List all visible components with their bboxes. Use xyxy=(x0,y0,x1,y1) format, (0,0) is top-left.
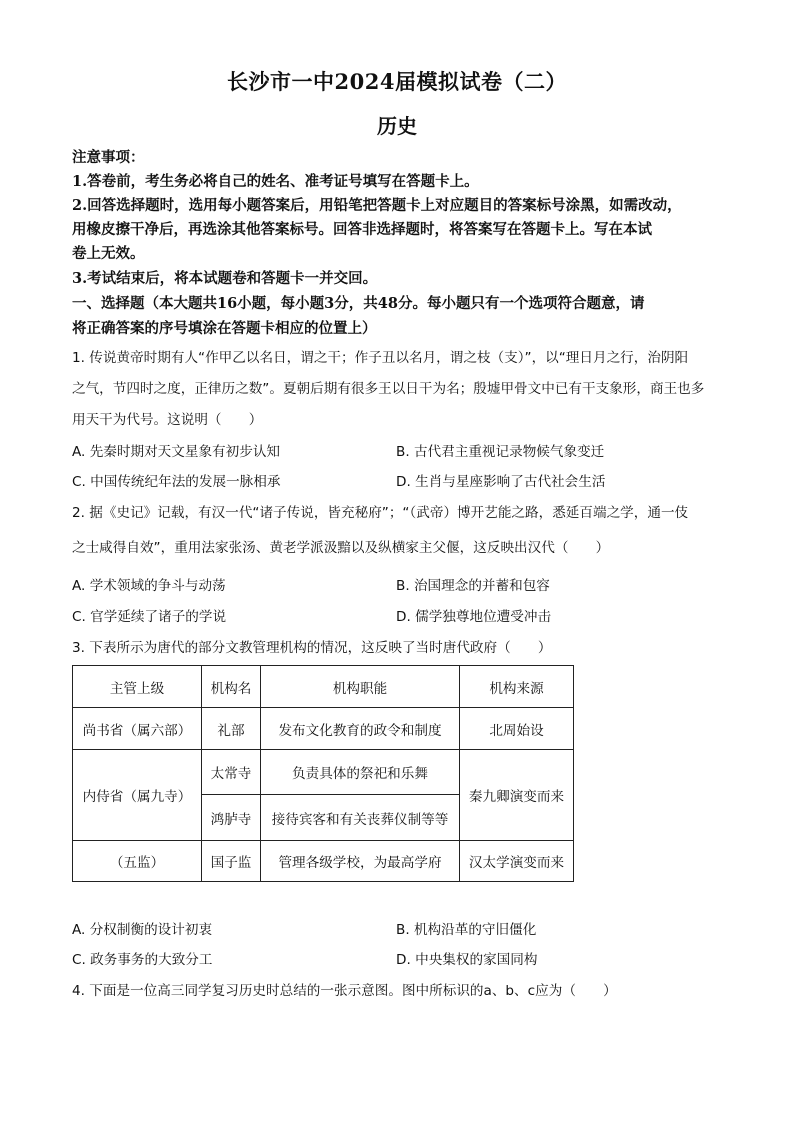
q3-option-a: A. 分权制衡的设计初衷 xyxy=(72,922,213,938)
notice-item-2-line-2: 用橡皮擦干净后，再选涂其他答案标号。回答非选择题时，将答案写在答题卡上。写在本试 xyxy=(72,221,652,238)
table-cell: 接待宾客和有关丧葬仪制等等 xyxy=(261,795,460,841)
section-heading-line-2: 将正确答案的序号填涂在答题卡相应的位置上） xyxy=(72,320,377,337)
notice-heading: 注意事项： xyxy=(72,149,145,166)
notice-item-2-line-3: 卷上无效。 xyxy=(72,245,145,262)
table-row xyxy=(73,841,574,882)
table-cell: 负责具体的祭祀和乐舞 xyxy=(261,750,460,795)
table-header-cell: 机构职能 xyxy=(261,666,460,708)
table-header-row xyxy=(73,666,574,708)
table-header-cell: 机构来源 xyxy=(460,666,574,708)
table-cell: 内侍省（属九寺） xyxy=(73,750,202,841)
q1-option-c: C. 中国传统纪年法的发展一脉相承 xyxy=(72,474,281,490)
q2-stem-line-1: 2. 据《史记》记载，有汉一代“诸子传说，皆充秘府”；“（武帝）博开艺能之路，悉延百端之学，通一伎 xyxy=(72,505,689,521)
q3-option-d: D. 中央集权的家国同构 xyxy=(396,952,538,968)
q1-stem-line-2: 之气，节四时之度，正律历之数”。夏朝后期有很多王以日干为名；殷墟甲骨文中已有干支象形，商王也多 xyxy=(72,381,705,397)
q1-option-a: A. 先秦时期对天文星象有初步认知 xyxy=(72,444,281,460)
section-heading-line-1: 一、选择题（本大题共16小题，每小题3分，共48分。每小题只有一个选项符合题意，请 xyxy=(72,295,645,312)
table-header-cell: 主管上级 xyxy=(73,666,202,708)
q3-agency-table xyxy=(72,665,574,882)
q2-option-a: A. 学术领域的争斗与动荡 xyxy=(72,578,226,594)
q4-stem-line-1: 4. 下面是一位高三同学复习历史时总结的一张示意图。图中所标识的a、b、c应为（ ） xyxy=(72,983,617,999)
table-cell: 国子监 xyxy=(202,841,261,882)
exam-subject: 历史 xyxy=(377,114,417,138)
table-cell: 尚书省（属六部） xyxy=(73,708,202,750)
notice-item-1: 1.答卷前，考生务必将自己的姓名、准考证号填写在答题卡上。 xyxy=(72,173,479,190)
notice-item-2-line-1: 2.回答选择题时，选用每小题答案后，用铅笔把答题卡上对应题目的答案标号涂黑，如需改动， xyxy=(72,197,682,214)
q3-option-b: B. 机构沿革的守旧僵化 xyxy=(396,922,537,938)
q3-stem-line-1: 3. 下表所示为唐代的部分文教管理机构的情况，这反映了当时唐代政府（ ） xyxy=(72,640,552,656)
table-cell: 鸿胪寺 xyxy=(202,795,261,841)
q2-option-c: C. 官学延续了诸子的学说 xyxy=(72,609,227,625)
table-cell: 发布文化教育的政令和制度 xyxy=(261,708,460,750)
q1-option-d: D. 生肖与星座影响了古代社会生活 xyxy=(396,474,606,490)
q1-stem-line-1: 1. 传说黄帝时期有人“作甲乙以名日，谓之干；作子丑以名月，谓之枝（支）”，以“理日月之行，治阴阳 xyxy=(72,350,689,366)
table-cell: 秦九卿演变而来 xyxy=(460,750,574,841)
table-cell: 太常寺 xyxy=(202,750,261,795)
q3-option-c: C. 政务事务的大致分工 xyxy=(72,952,213,968)
notice-item-3: 3.考试结束后，将本试题卷和答题卡一并交回。 xyxy=(72,270,378,287)
table-row xyxy=(73,708,574,750)
q1-option-b: B. 古代君主重视记录物候气象变迁 xyxy=(396,444,605,460)
table-header-cell: 机构名 xyxy=(202,666,261,708)
table-cell: （五监） xyxy=(73,841,202,882)
exam-title: 长沙市一中2024届模拟试卷（二） xyxy=(227,69,567,94)
q2-option-d: D. 儒学独尊地位遭受冲击 xyxy=(396,609,552,625)
q1-stem-line-3: 用天干为代号。这说明（ ） xyxy=(72,412,263,428)
table-row xyxy=(73,750,574,795)
table-cell: 礼部 xyxy=(202,708,261,750)
table-cell: 管理各级学校，为最高学府 xyxy=(261,841,460,882)
table-cell: 北周始设 xyxy=(460,708,574,750)
table-cell: 汉太学演变而来 xyxy=(460,841,574,882)
q2-option-b: B. 治国理念的并蓄和包容 xyxy=(396,578,550,594)
q2-stem-line-2: 之士咸得自效”，重用法家张汤、黄老学派汲黯以及纵横家主父偃，这反映出汉代（ ） xyxy=(72,540,610,556)
